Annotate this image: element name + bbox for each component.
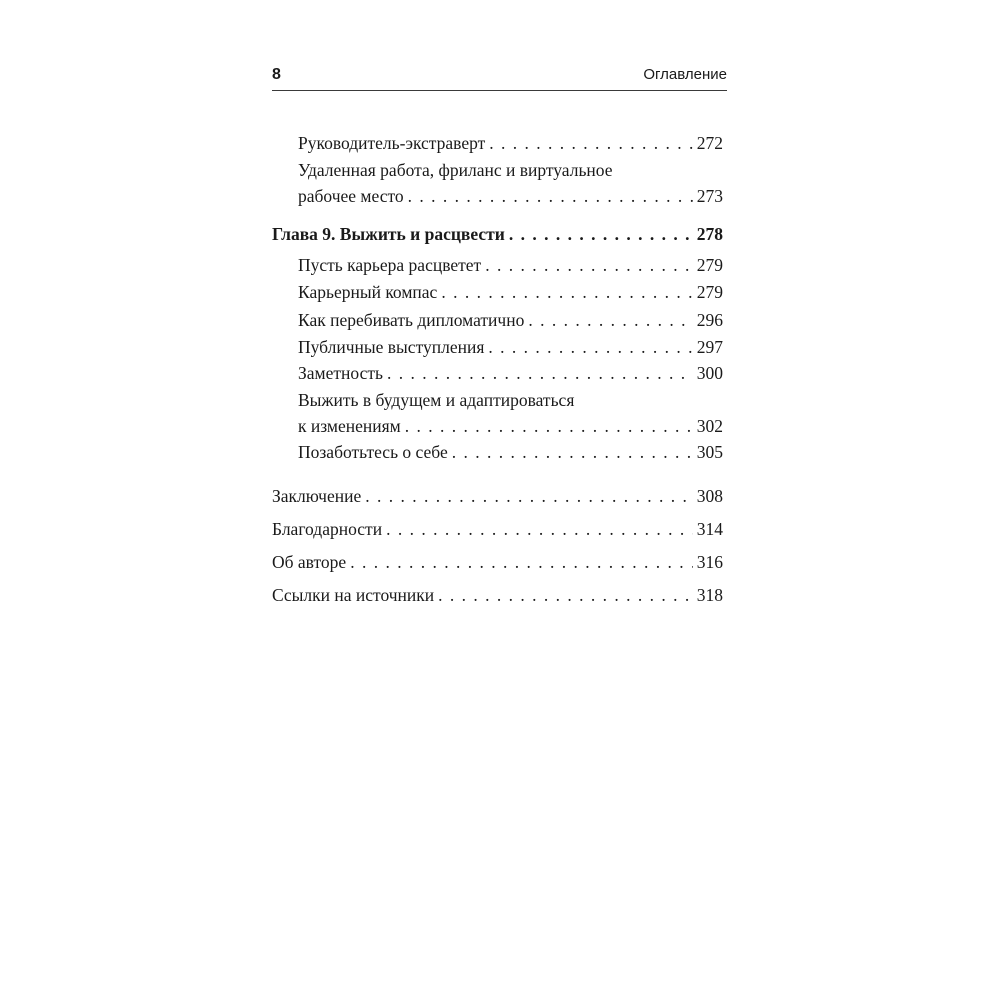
toc-entry (298, 252, 723, 278)
toc-entry (298, 130, 723, 156)
toc-entry (298, 279, 723, 305)
toc-page-number: 297 (696, 337, 723, 357)
toc-title: к изменениям (298, 416, 401, 436)
dot-leader (350, 549, 693, 575)
dot-leader (408, 183, 693, 209)
toc-row (272, 483, 723, 509)
toc-title: Публичные выступления (298, 337, 485, 357)
toc-title: Об авторе (272, 552, 347, 572)
toc-title-line: Удаленная работа, фриланс и виртуальное (298, 160, 613, 180)
dot-leader (438, 582, 693, 608)
toc-row (272, 582, 723, 608)
toc-title: Ссылки на источники (272, 585, 435, 605)
dot-leader (386, 516, 693, 542)
toc-title: Руководитель-экстраверт (298, 133, 486, 153)
dot-leader (489, 130, 692, 156)
toc-title: Позаботьтесь о себе (298, 442, 448, 462)
page-number: 8 (272, 66, 281, 83)
toc-row (272, 221, 723, 247)
toc-title: Пусть карьера расцветет (298, 255, 482, 275)
toc-title: рабочее место (298, 186, 404, 206)
dot-leader (441, 279, 692, 305)
toc-row (298, 252, 723, 278)
toc-title-line: Выжить в будущем и адаптироваться (298, 390, 575, 410)
toc-page-number: 279 (696, 255, 723, 275)
toc-row (298, 307, 723, 333)
toc-page-number: 302 (696, 416, 723, 436)
toc-row (298, 413, 723, 439)
toc-page-number: 272 (696, 133, 723, 153)
toc-row (298, 130, 723, 156)
toc-entry (298, 307, 723, 333)
dot-leader (509, 221, 693, 247)
toc-title: Заключение (272, 486, 362, 506)
dot-leader (528, 307, 692, 333)
running-title: Оглавление (643, 66, 727, 83)
dot-leader (387, 360, 693, 386)
toc-row (298, 334, 723, 360)
toc-title: Как перебивать дипломатично (298, 310, 525, 330)
toc-entry (298, 387, 723, 439)
toc-entry (298, 334, 723, 360)
toc-page-number: 314 (696, 519, 723, 539)
toc-title: Заметность (298, 363, 383, 383)
toc-entry (272, 582, 723, 608)
toc-page-number: 300 (696, 363, 723, 383)
toc-entry (272, 549, 723, 575)
dot-leader (365, 483, 693, 509)
toc-title: Карьерный компас (298, 282, 438, 302)
toc-entry (272, 516, 723, 542)
toc-entry (298, 360, 723, 386)
toc-row (272, 549, 723, 575)
toc-entry (298, 157, 723, 209)
toc-title: Глава 9. Выжить и расцвести (272, 224, 505, 244)
toc-page-number: 279 (696, 282, 723, 302)
toc-row (272, 516, 723, 542)
toc-page-number: 308 (696, 486, 723, 506)
toc-page-number: 318 (696, 585, 723, 605)
toc-chapter-entry (272, 221, 723, 247)
toc-row (298, 279, 723, 305)
toc-page-number: 278 (696, 224, 723, 244)
toc-page-number: 273 (696, 186, 723, 206)
dot-leader (405, 413, 693, 439)
toc-page-number: 305 (696, 442, 723, 462)
dot-leader (452, 439, 693, 465)
toc-page-number: 316 (696, 552, 723, 572)
toc-entry (272, 483, 723, 509)
dot-leader (488, 334, 692, 360)
toc-title: Благодарности (272, 519, 383, 539)
dot-leader (485, 252, 693, 278)
toc-row (298, 183, 723, 209)
toc-entry (298, 439, 723, 465)
toc-row (298, 439, 723, 465)
page-header (272, 66, 727, 91)
toc-row (298, 360, 723, 386)
toc-page-number: 296 (696, 310, 723, 330)
